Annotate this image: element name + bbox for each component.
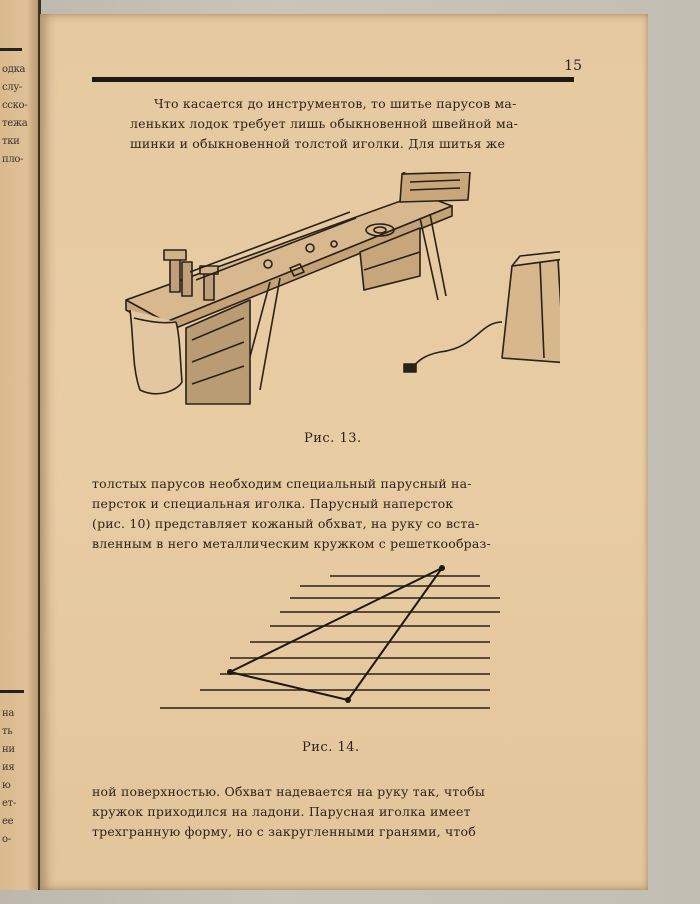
text-line: кружок приходился на ладони. Парусная иголка имеет [92,804,471,819]
left-page-text: слу- [2,82,23,93]
figure-13-workbench-illustration [120,172,560,412]
page-number: 15 [564,58,582,74]
left-page-text: на [2,708,15,719]
left-page-text: ю [2,780,11,791]
left-page-edge [0,0,41,890]
paragraph-2 [92,474,582,554]
text-line: шинки и обыкновенной толстой иголки. Для шитья же [130,136,506,151]
text-line: Что касается до инструментов, то шитье парусов ма- [154,96,517,111]
paragraph-3 [92,782,582,842]
left-page-text: ет- [2,798,16,809]
left-page-text: сско- [2,100,28,111]
left-page-text: ни [2,744,15,755]
left-page-text: тки [2,136,20,147]
text-line: персток и специальная иголка. Парусный наперсток [92,496,454,511]
text-line: вленным в него металлическим кружком с решеткообраз- [92,536,491,551]
paragraph-1 [130,94,580,154]
left-page-text: ее [2,816,14,827]
book-page [40,14,648,890]
left-page-text: ия [2,762,15,773]
left-page-text: ть [2,726,13,737]
text-line: толстых парусов необходим специальный парусный на- [92,476,472,491]
text-line: (рис. 10) представляет кожаный обхват, на руку со вста- [92,516,480,531]
text-line: трехгранную форму, но с закругленными гранями, чтоб [92,824,476,839]
header-rule [92,77,574,82]
left-page-rule [0,690,24,693]
left-page-text: о- [2,834,11,845]
left-page-text: одка [2,64,26,75]
figure-13-caption: Рис. 13. [304,431,362,446]
left-page-rule [0,48,22,51]
text-line: ной поверхностью. Обхват надевается на руку так, чтобы [92,784,486,799]
figure-14-caption: Рис. 14. [302,740,360,755]
left-page-text: тежа [2,118,28,129]
figure-14-triangle-diagram [150,562,530,732]
left-page-text: пло- [2,154,24,165]
text-line: леньких лодок требует лишь обыкновенной швейной ма- [130,116,519,131]
